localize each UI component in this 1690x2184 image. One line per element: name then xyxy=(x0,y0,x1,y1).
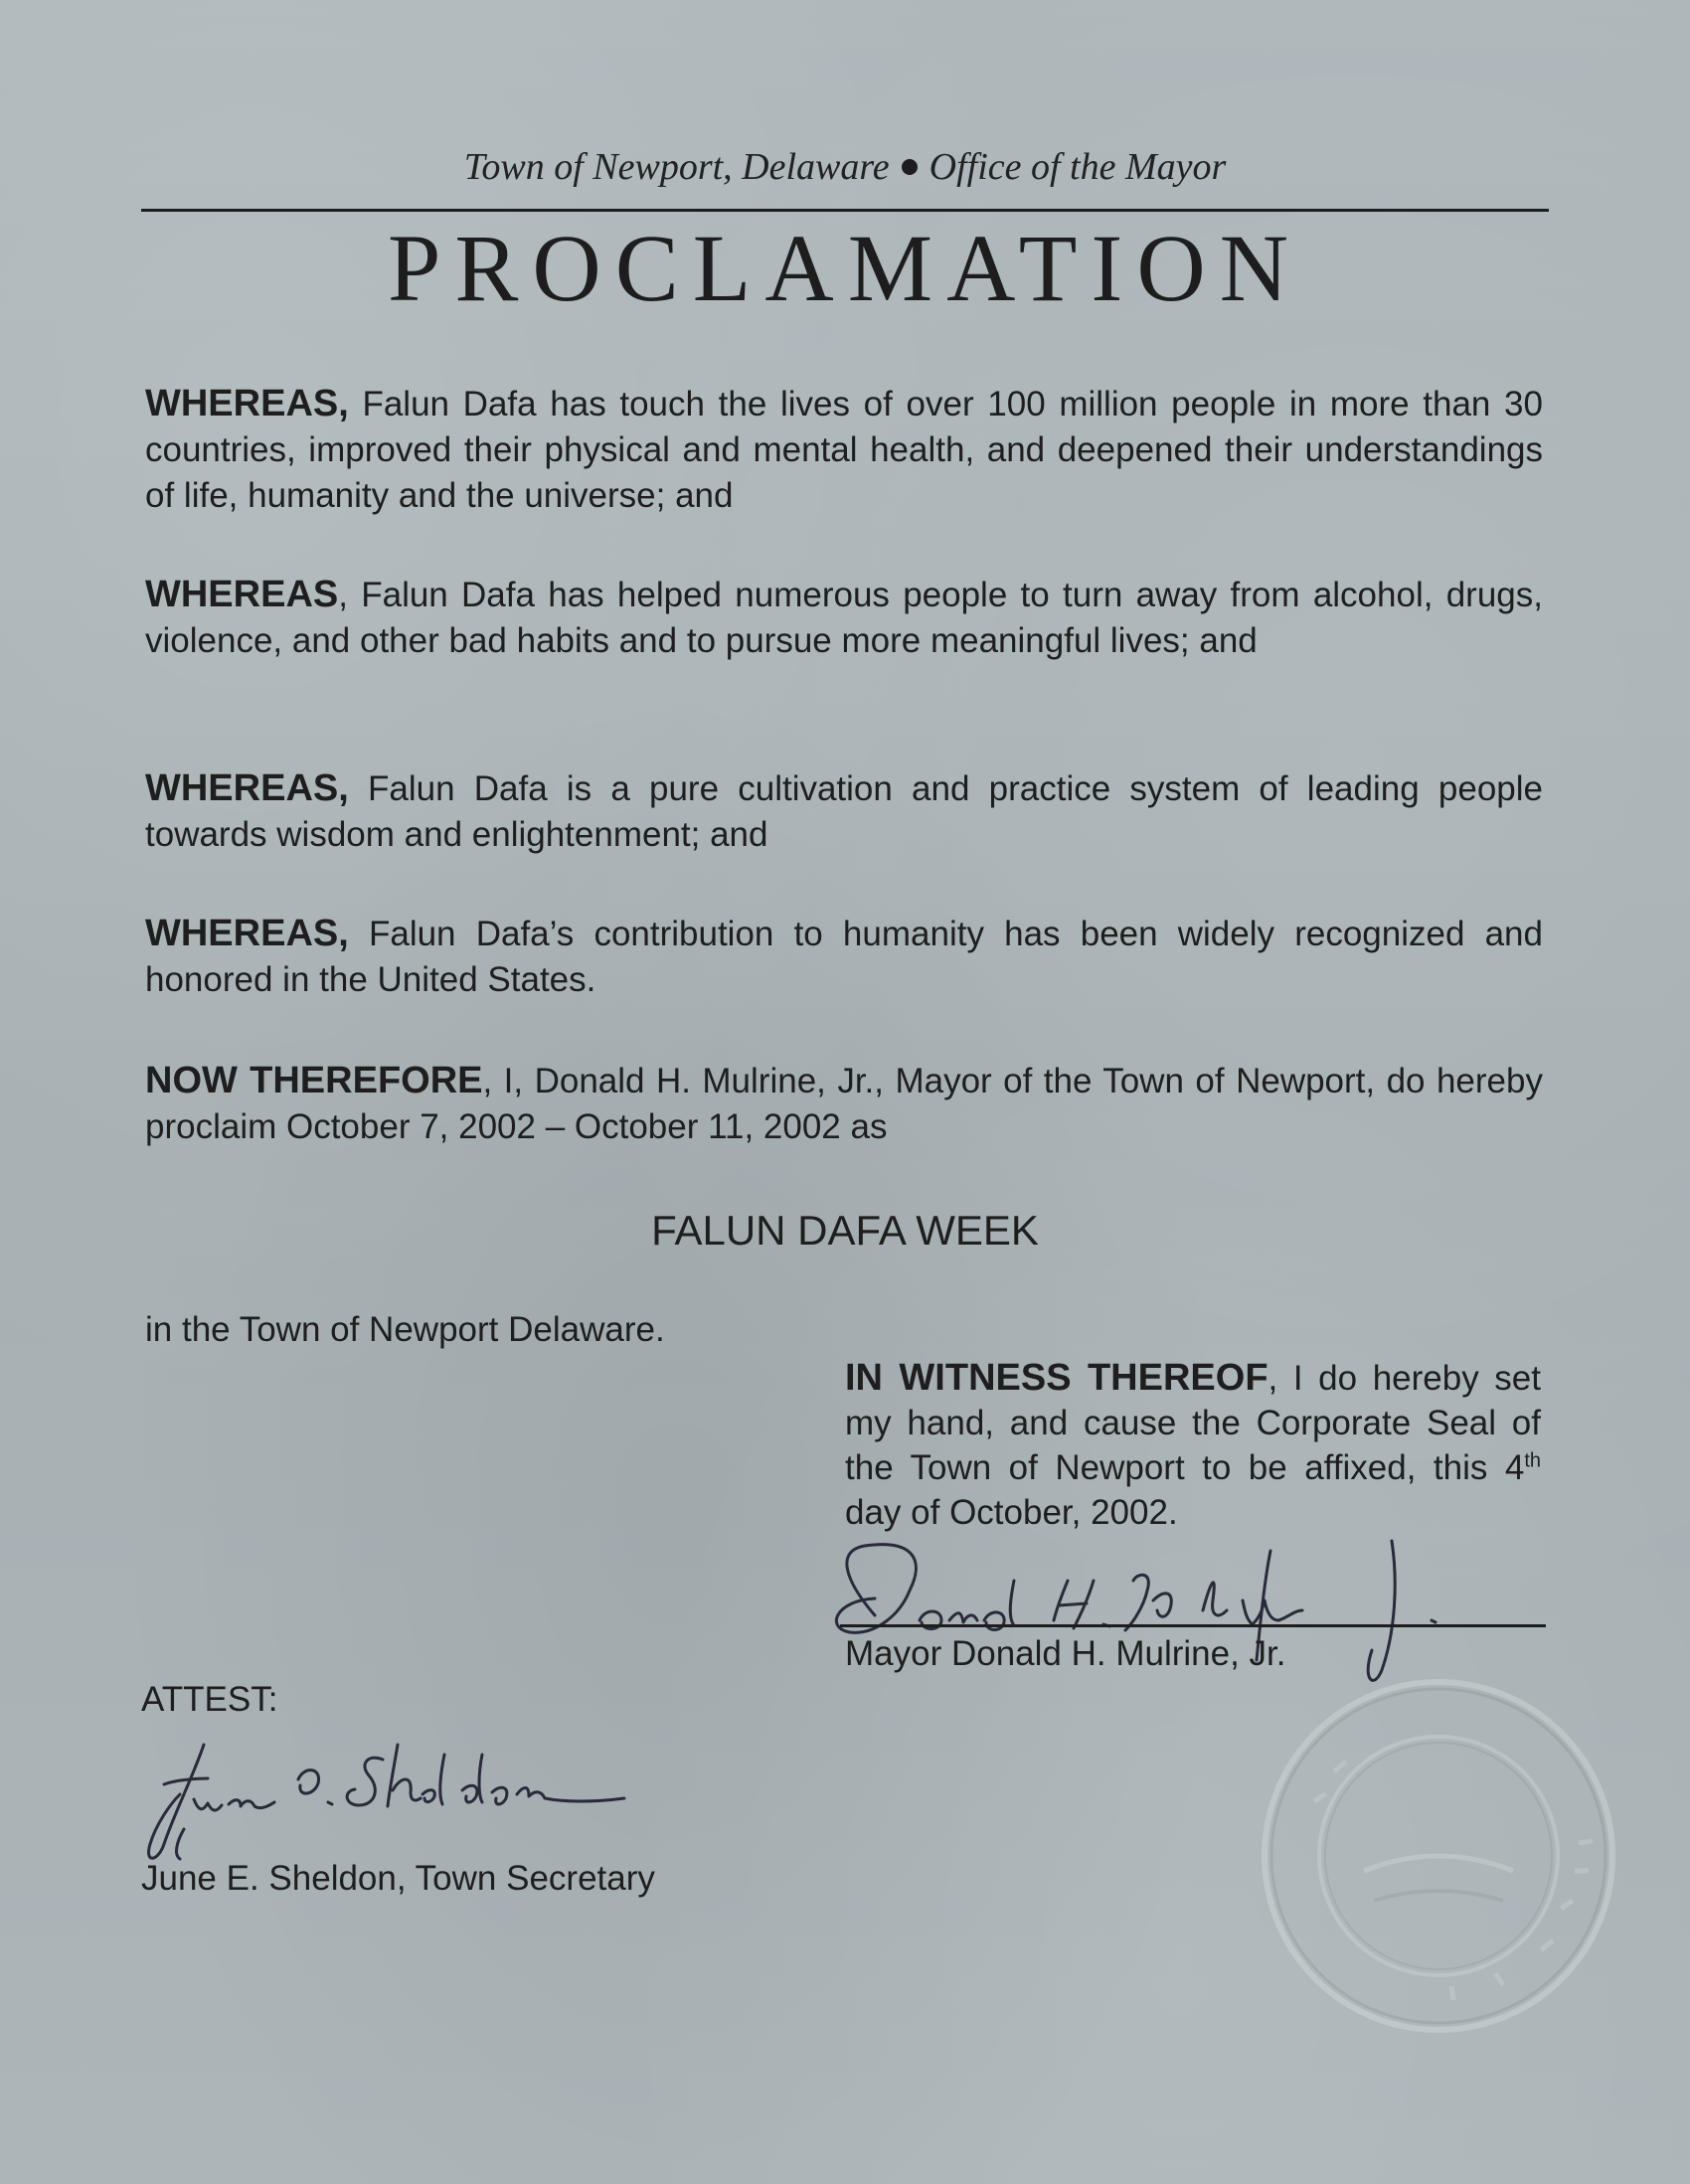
embossed-seal-icon xyxy=(1255,1672,1622,2040)
attest-label: ATTEST: xyxy=(141,1680,278,1719)
witness-text-before: , I do hereby set my hand, and cause the Corporate Seal of the Town of Newport to be affixed, this 4 xyxy=(845,1359,1541,1487)
clause-text: Falun Dafa’s contribution to humanity has been widely recognized and honored in the United States. xyxy=(145,915,1543,999)
clause-lead: WHEREAS, xyxy=(145,913,349,954)
proclaimed-title: FALUN DAFA WEEK xyxy=(651,1207,1039,1254)
location-line: in the Town of Newport Delaware. xyxy=(145,1310,665,1349)
letterhead-town: Town of Newport, Delaware xyxy=(463,146,890,188)
now-therefore-clause xyxy=(145,1058,1543,1150)
clause-text: Falun Dafa is a pure cultivation and practice system of leading people towards wisdom and enlightenment; and xyxy=(145,769,1543,854)
clause-lead: WHEREAS, xyxy=(145,383,349,424)
whereas-clause-1 xyxy=(145,381,1543,519)
clause-lead: WHEREAS, xyxy=(145,767,349,809)
letterhead xyxy=(0,145,1690,189)
clause-text: Falun Dafa has touch the lives of over 100 million people in more than 30 countries, improved their physical and mental health, and deepened their understandings of life, humanity and the universe; and xyxy=(145,385,1543,515)
secretary-name: June E. Sheldon, Town Secretary xyxy=(141,1859,655,1898)
secretary-signature xyxy=(124,1725,641,1874)
witness-ordinal: th xyxy=(1524,1449,1541,1472)
bullet-icon xyxy=(902,159,918,175)
mayor-name: Mayor Donald H. Mulrine, Jr. xyxy=(845,1634,1286,1673)
whereas-clause-2 xyxy=(145,572,1543,664)
witness-lead: IN WITNESS THEREOF xyxy=(845,1357,1268,1399)
document-title: PROCLAMATION xyxy=(387,215,1303,321)
letterhead-office: Office of the Mayor xyxy=(929,146,1227,188)
clause-lead: WHEREAS xyxy=(145,574,339,615)
letterhead-rule xyxy=(141,209,1549,212)
witness-text-after: day of October, 2002. xyxy=(845,1493,1178,1532)
clause-text: , Falun Dafa has helped numerous people to turn away from alcohol, drugs, violence, and other bad habits and to pursue more meaningful lives; and xyxy=(145,576,1543,660)
whereas-clause-4 xyxy=(145,911,1543,1003)
witness-clause xyxy=(845,1356,1541,1535)
clause-text: , I, Donald H. Mulrine, Jr., Mayor of the Town of Newport, do hereby proclaim October 7, 2002 – October 11, 2002 as xyxy=(145,1062,1543,1146)
clause-lead: NOW THEREFORE xyxy=(145,1060,483,1101)
mayor-signature-line xyxy=(840,1624,1546,1627)
whereas-clause-3 xyxy=(145,765,1543,858)
